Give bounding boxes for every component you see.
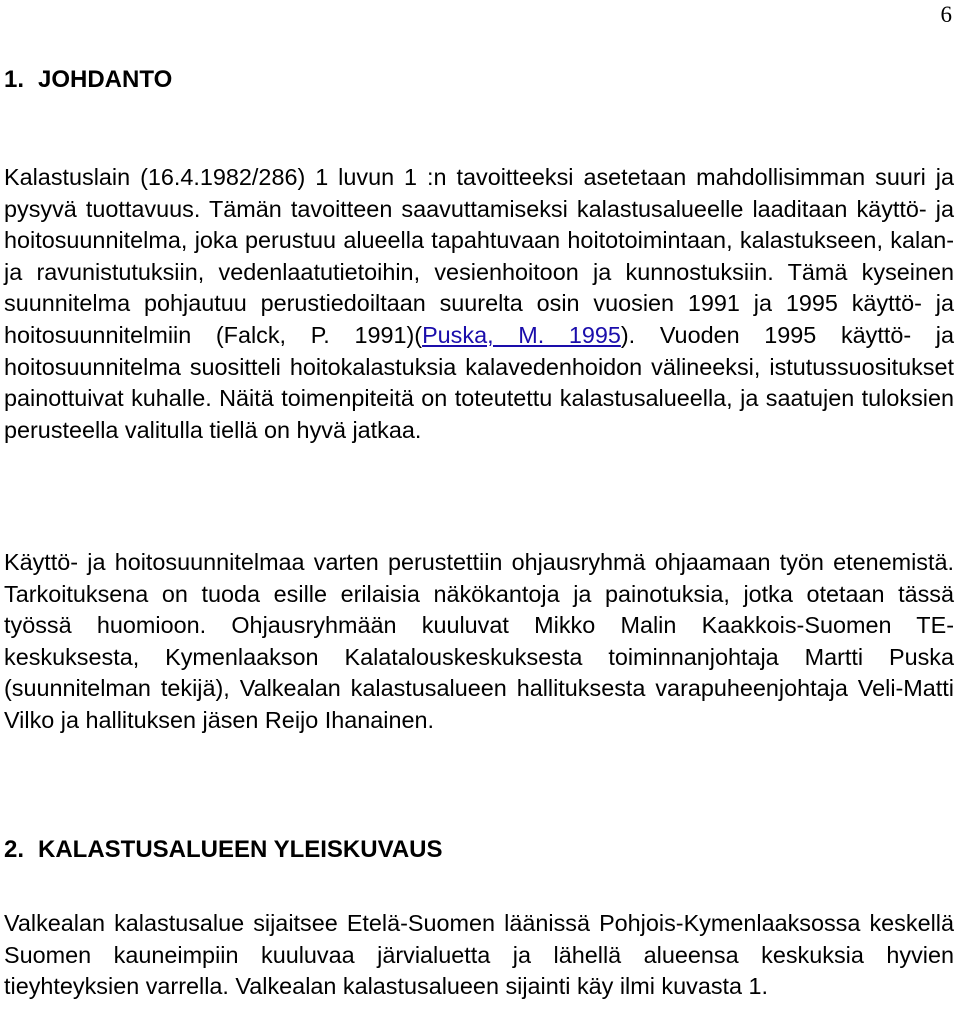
section-2-number: 2. <box>4 836 25 863</box>
section-2-paragraph-1: Valkealan kalastusalue sijaitsee Etelä-Suomen läänissä Pohjois-Kymenlaaksossa keskellä Suomen kauneimpiin kuuluvaa järvialuetta ja lähellä alueensa keskuksia hyvien tieyhteyksien varrella. Valkealan kalastusalueen sijainti käy ilmi kuvasta 1. <box>4 910 954 1000</box>
section-1-paragraph-2: Käyttö- ja hoitosuunnitelmaa varten perustettiin ohjausryhmä ohjaamaan työn etenemistä. Tarkoituksena on tuoda esille erilaisia näkökantoja ja painotuksia, jotka otetaan tässä työssä huomioon. Ohjausryhmään kuuluvat Mikko Malin Kaakkois-Suomen TE-keskuksesta, Kymenlaakson Kalatalouskeskuksesta toiminnanjohtaja Martti Puska (suunnitelman tekijä), Valkealan kalastusalueen hallituksesta varapuheenjohtaja Veli-Matti Vilko ja hallituksen jäsen Reijo Ihanainen. <box>4 549 954 733</box>
section-2-heading <box>4 836 442 864</box>
section-2-title: KALASTUSALUEEN YLEISKUVAUS <box>38 836 443 863</box>
paragraph-text: Kalastuslain (16.4.1982/286) 1 luvun 1 :n tavoitteeksi asetetaan mahdollisimman suuri ja pysyvä tuottavuus. Tämän tavoitteen saavuttamiseksi kalastusalueelle laaditaan käyttö- ja hoitosuunnitelma, joka perustuu alueella tapahtuvaan hoitotoimintaan, kalastukseen, kalan- ja ravunistutuksiin, vedenlaatutietoihin, vesienhoitoon ja kunnostuksiin. Tämä kyseinen suunnitelma pohjautuu perustiedoiltaan suurelta osin vuosien 1991 ja 1995 käyttö- ja hoitosuunnitelmiin (Falck, P. 1991)( <box>4 164 954 348</box>
section-1-title: JOHDANTO <box>38 66 173 93</box>
section-1-number: 1. <box>4 66 25 93</box>
page-number: 6 <box>940 2 952 27</box>
section-1-paragraph-1 <box>4 162 954 446</box>
paragraph-text: ). Vuoden 1995 käyttö- ja hoitosuunnitelma suositteli hoitokalastuksia kalavedenhoidon välineeksi, istutussuositukset painottuivat kuhalle. Näitä toimenpiteitä on toteutettu kalastusalueella, ja saatujen tuloksien perusteella valitulla tiellä on hyvä jatkaa. <box>4 321 954 443</box>
reference-link[interactable]: Puska, M. 1995 <box>422 321 621 348</box>
section-1-heading <box>4 66 172 94</box>
